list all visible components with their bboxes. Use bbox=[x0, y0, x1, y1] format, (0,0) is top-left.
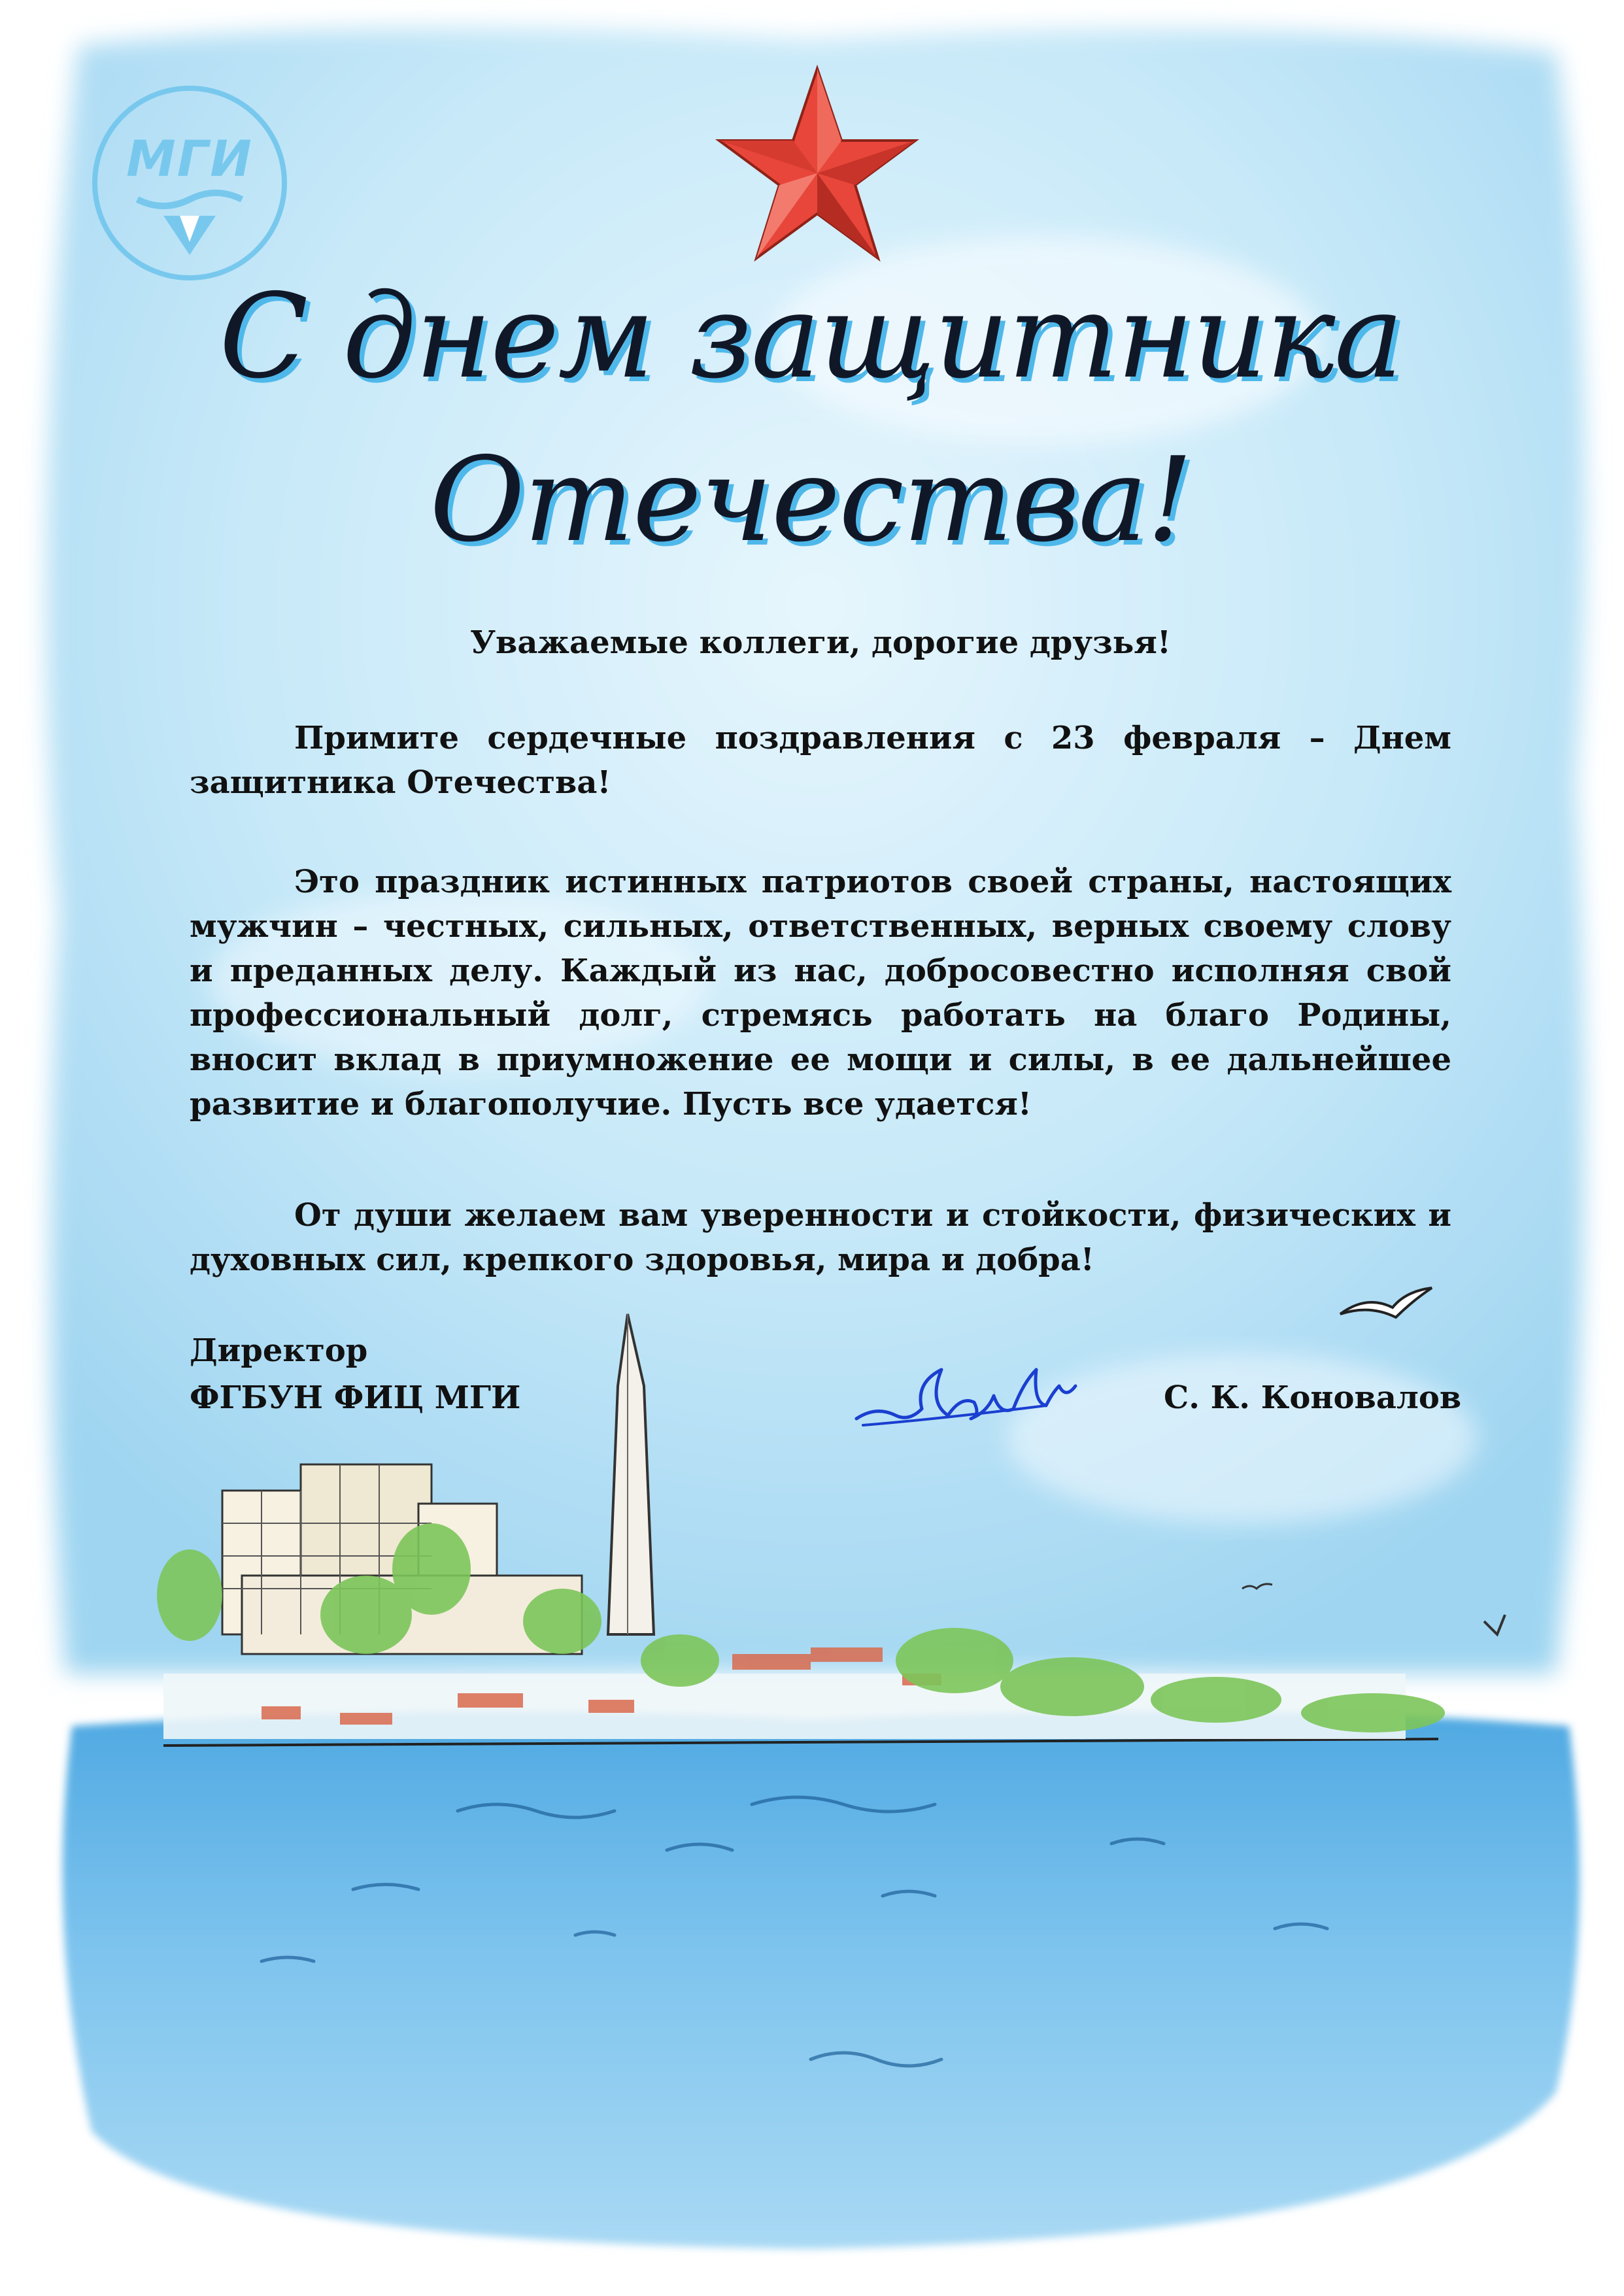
greeting: Уважаемые коллеги, дорогие друзья! bbox=[470, 624, 1171, 661]
paragraph-3 bbox=[190, 1193, 1451, 1282]
title-line-1: С днем защитника bbox=[219, 269, 1402, 404]
paragraph-text: Примите сердечные поздравления с 23 февраля – Днем защитника Отечества! bbox=[190, 720, 1451, 801]
organization-name: ФГБУН ФИЦ МГИ bbox=[190, 1379, 521, 1416]
red-star-icon bbox=[713, 62, 922, 271]
paragraph-text: Это праздник истинных патриотов своей страны, настоящих мужчин – честных, сильных, ответственных, верных своему слову и преданных делу. Каждый из нас, добросовестно исполняя свой профессиональный долг, стремясь работать на благо Родины, вносит вклад в приумножение ее мощи и силы, в ее дальнейшее развитие и благополучие. Пусть все удается! bbox=[190, 864, 1451, 1123]
paragraph-2 bbox=[190, 860, 1451, 1126]
signer-name: С. К. Коновалов bbox=[1164, 1379, 1462, 1416]
title-line-2: Отечества! bbox=[430, 432, 1192, 567]
page-title bbox=[196, 255, 1425, 582]
position-title: Директор bbox=[190, 1332, 368, 1369]
sea bbox=[62, 1711, 1580, 2249]
paragraph-1 bbox=[190, 716, 1451, 805]
handwritten-signature-icon bbox=[843, 1347, 1079, 1445]
signature-position bbox=[190, 1327, 520, 1421]
logo-text: МГИ bbox=[126, 129, 253, 188]
paragraph-text: От души желаем вам уверенности и стойкости, физических и духовных сил, крепкого здоровья, мира и добра! bbox=[190, 1197, 1451, 1278]
